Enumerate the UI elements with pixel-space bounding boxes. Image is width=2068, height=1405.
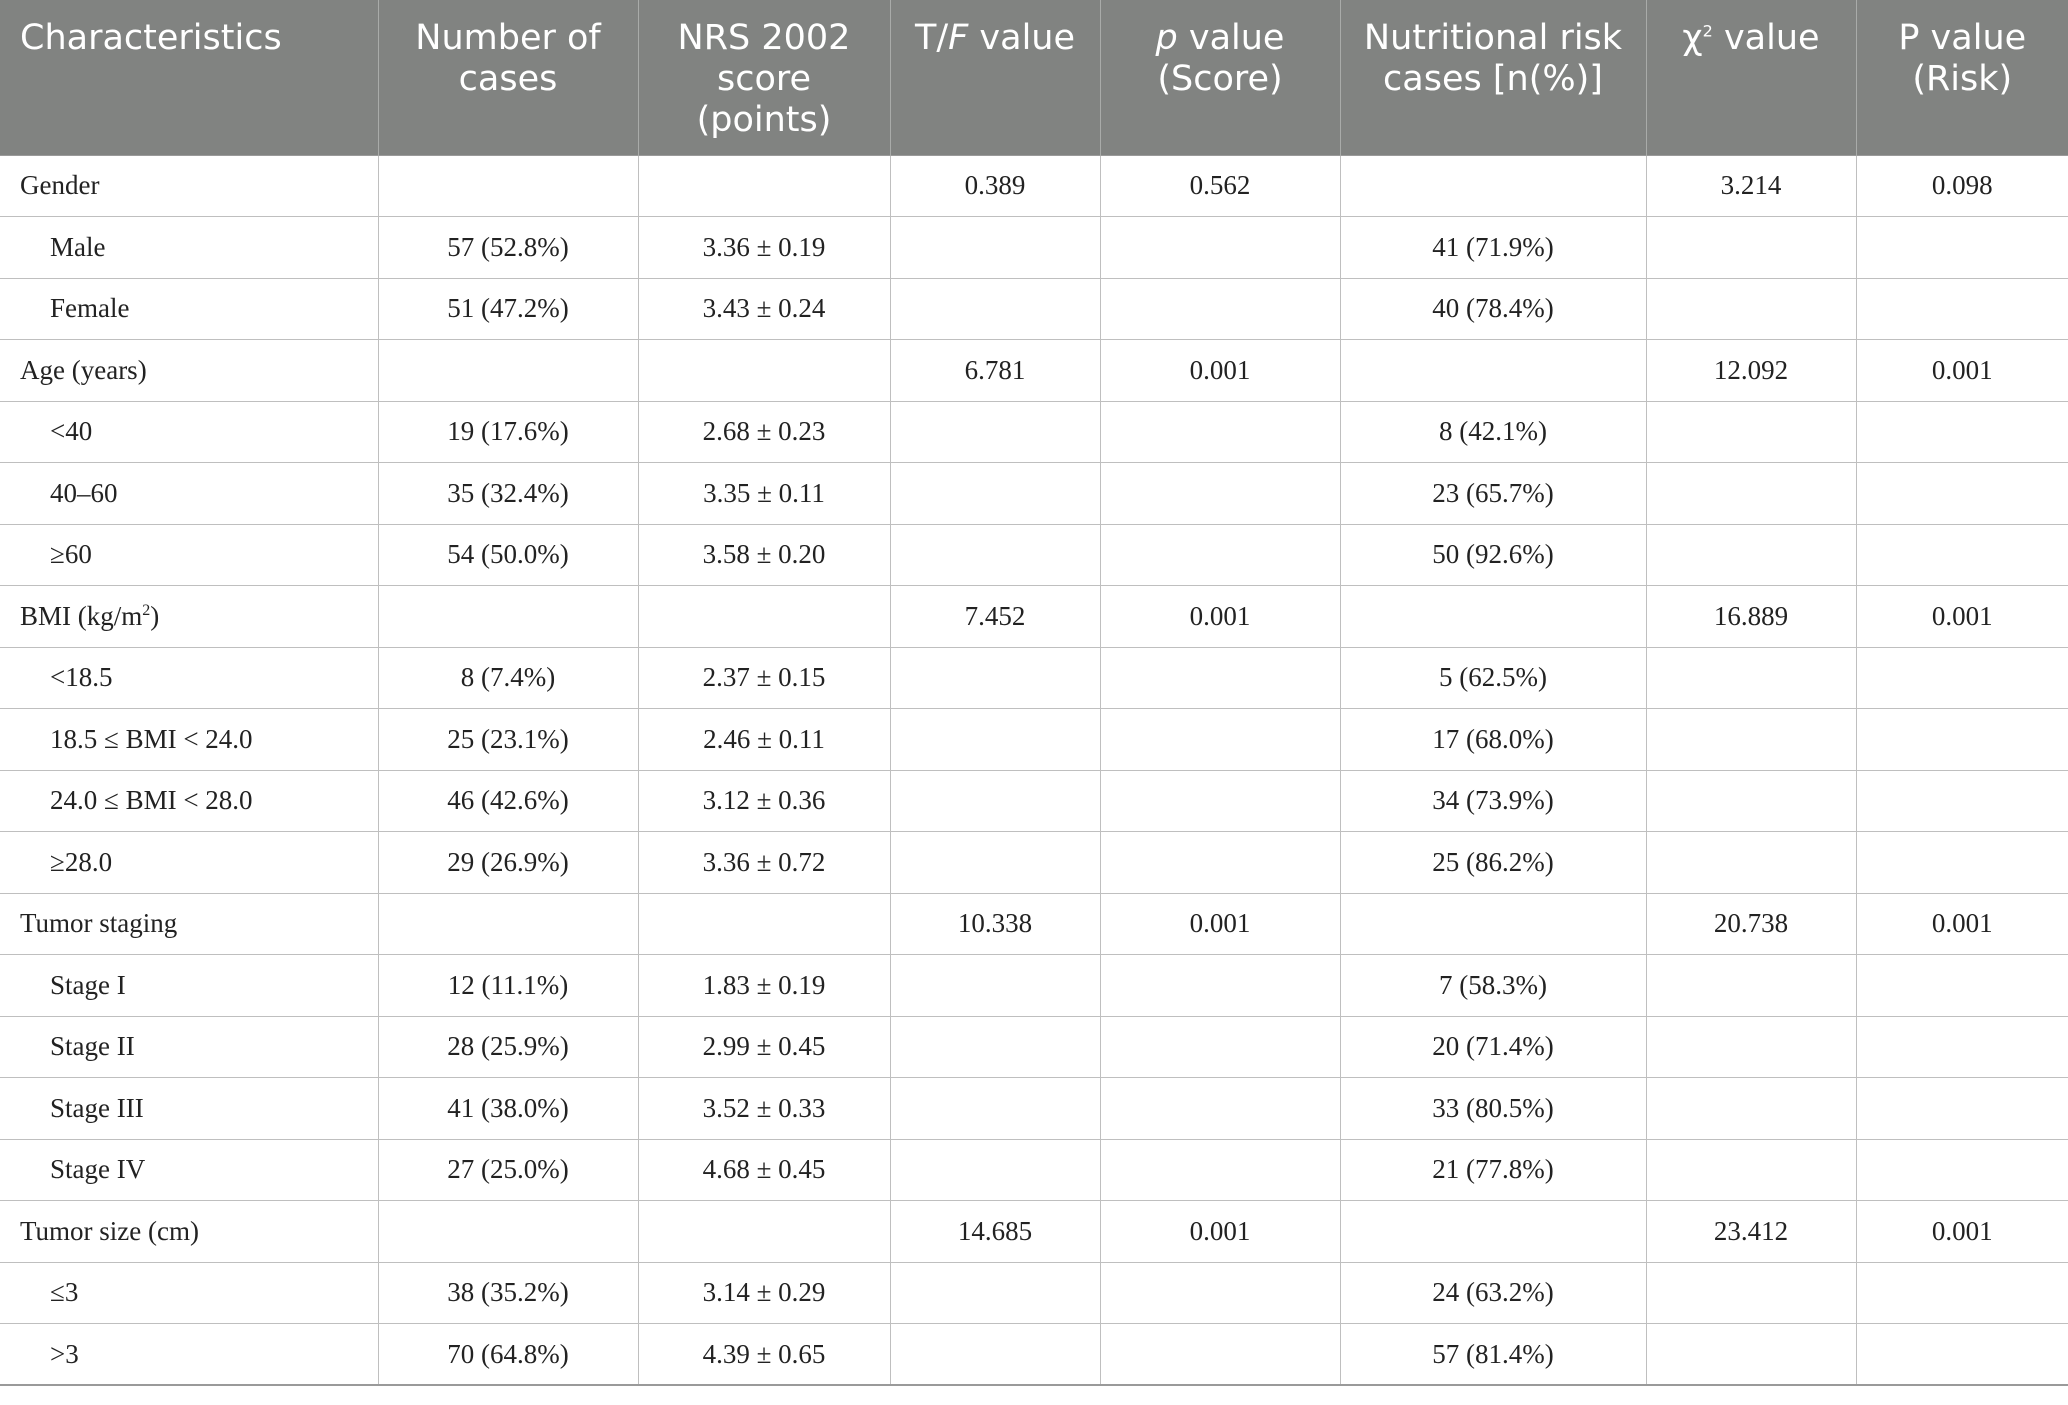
cell-characteristic: 18.5 ≤ BMI < 24.0 [0,709,378,771]
cell-nutritional-risk: 57 (81.4%) [1340,1324,1646,1386]
cell-number-of-cases [378,586,638,648]
cell-chi-square: 16.889 [1646,586,1856,648]
cell-p-value-score: 0.001 [1100,586,1340,648]
header-p-value-score-line2: (Score) [1157,59,1283,99]
table-row [0,155,2068,217]
cell-p-value-score [1100,278,1340,340]
cell-tf-value [890,770,1100,832]
cell-nrs-score: 3.14 ± 0.29 [638,1262,890,1324]
cell-nutritional-risk: 50 (92.6%) [1340,524,1646,586]
header-chi-rest: value [1712,18,1820,58]
cell-chi-square [1646,401,1856,463]
table-row [0,586,2068,648]
cell-chi-square [1646,647,1856,709]
header-chi-square-line1 [1661,18,1842,59]
cell-characteristic: Female [0,278,378,340]
cell-characteristic: Tumor staging [0,893,378,955]
cell-p-value-risk [1856,524,2068,586]
cell-nutritional-risk [1340,1201,1646,1263]
cell-characteristic: >3 [0,1324,378,1386]
cell-p-value-score [1100,647,1340,709]
cell-p-value-risk: 0.001 [1856,586,2068,648]
cell-nrs-score [638,586,890,648]
table-row [0,463,2068,525]
cell-tf-value [890,217,1100,279]
table-row [0,1262,2068,1324]
cell-p-value-score [1100,955,1340,1017]
cell-chi-square: 23.412 [1646,1201,1856,1263]
header-risk-cases-line2: cases [n(%)] [1383,59,1603,99]
cell-chi-square [1646,1262,1856,1324]
cell-p-value-score: 0.001 [1100,893,1340,955]
cell-p-value-risk [1856,1262,2068,1324]
cell-nutritional-risk: 17 (68.0%) [1340,709,1646,771]
cell-tf-value [890,832,1100,894]
cell-tf-value: 14.685 [890,1201,1100,1263]
cell-p-value-risk [1856,401,2068,463]
header-nrs-score [638,0,890,155]
header-p-score-rest: value [1177,18,1285,58]
cell-nrs-score: 3.52 ± 0.33 [638,1078,890,1140]
cell-p-value-risk [1856,463,2068,525]
cell-number-of-cases: 12 (11.1%) [378,955,638,1017]
cell-nutritional-risk: 7 (58.3%) [1340,955,1646,1017]
table-row [0,278,2068,340]
header-p-value-score [1100,0,1340,155]
cell-tf-value [890,1078,1100,1140]
cell-number-of-cases: 46 (42.6%) [378,770,638,832]
cell-chi-square [1646,217,1856,279]
cell-p-value-score [1100,463,1340,525]
cell-p-value-score [1100,1324,1340,1386]
cell-tf-value [890,401,1100,463]
header-p-value-score-line1 [1115,18,1326,59]
cell-tf-value [890,1139,1100,1201]
cell-p-value-risk [1856,278,2068,340]
header-p-value-risk [1856,0,2068,155]
cell-characteristic: Age (years) [0,340,378,402]
cell-p-value-score [1100,770,1340,832]
table-row [0,217,2068,279]
cell-nutritional-risk [1340,893,1646,955]
cell-p-value-score [1100,401,1340,463]
cell-chi-square [1646,1139,1856,1201]
cell-chi-square [1646,832,1856,894]
cell-p-value-risk [1856,647,2068,709]
cell-chi-square [1646,1078,1856,1140]
header-row [0,0,2068,155]
cell-nrs-score: 3.36 ± 0.72 [638,832,890,894]
cell-chi-square: 20.738 [1646,893,1856,955]
table-row [0,401,2068,463]
cell-p-value-risk [1856,770,2068,832]
cell-nutritional-risk: 23 (65.7%) [1340,463,1646,525]
cell-tf-value [890,524,1100,586]
cell-number-of-cases: 51 (47.2%) [378,278,638,340]
header-tf-t: T/ [914,18,949,58]
cell-characteristic: Stage II [0,1016,378,1078]
cell-tf-value: 7.452 [890,586,1100,648]
cell-characteristic: 24.0 ≤ BMI < 28.0 [0,770,378,832]
cell-tf-value [890,1324,1100,1386]
cell-chi-square: 12.092 [1646,340,1856,402]
cell-p-value-risk: 0.001 [1856,340,2068,402]
cell-characteristic: 40–60 [0,463,378,525]
cell-p-value-score: 0.001 [1100,340,1340,402]
cell-number-of-cases: 19 (17.6%) [378,401,638,463]
header-tf-f: F [948,18,969,58]
cell-nrs-score: 3.12 ± 0.36 [638,770,890,832]
cell-characteristic: Tumor size (cm) [0,1201,378,1263]
cell-characteristic: Stage III [0,1078,378,1140]
cell-p-value-risk [1856,709,2068,771]
cell-number-of-cases: 70 (64.8%) [378,1324,638,1386]
cell-characteristic: Gender [0,155,378,217]
cell-characteristic: Stage I [0,955,378,1017]
cell-number-of-cases [378,155,638,217]
cell-nutritional-risk: 8 (42.1%) [1340,401,1646,463]
cell-characteristic: ≥28.0 [0,832,378,894]
cell-nrs-score: 3.36 ± 0.19 [638,217,890,279]
cell-tf-value [890,1262,1100,1324]
header-number-of-cases-line2: cases [458,59,558,99]
header-nrs-score-line3: (points) [696,100,832,140]
cell-number-of-cases: 38 (35.2%) [378,1262,638,1324]
cell-chi-square [1646,463,1856,525]
header-characteristics-text: Characteristics [20,18,282,58]
cell-characteristic: Stage IV [0,1139,378,1201]
cell-nrs-score [638,155,890,217]
cell-number-of-cases [378,1201,638,1263]
cell-number-of-cases [378,893,638,955]
cell-chi-square [1646,1324,1856,1386]
cell-nrs-score: 1.83 ± 0.19 [638,955,890,1017]
cell-characteristic: <18.5 [0,647,378,709]
cell-nrs-score: 3.58 ± 0.20 [638,524,890,586]
cell-chi-square: 3.214 [1646,155,1856,217]
header-chi-symbol: χ [1682,18,1703,58]
cell-chi-square [1646,709,1856,771]
table-row [0,1139,2068,1201]
cell-p-value-risk [1856,1139,2068,1201]
cell-number-of-cases: 41 (38.0%) [378,1078,638,1140]
cell-p-value-risk: 0.001 [1856,1201,2068,1263]
table-row [0,1201,2068,1263]
cell-nrs-score: 3.43 ± 0.24 [638,278,890,340]
cell-nutritional-risk: 34 (73.9%) [1340,770,1646,832]
header-characteristics [0,0,378,155]
cell-chi-square [1646,524,1856,586]
header-tf-value [890,0,1100,155]
table-row [0,340,2068,402]
cell-nrs-score: 2.37 ± 0.15 [638,647,890,709]
cell-nutritional-risk: 24 (63.2%) [1340,1262,1646,1324]
cell-p-value-score [1100,1078,1340,1140]
cell-p-value-score [1100,217,1340,279]
cell-label-text: BMI (kg/m [20,600,143,631]
header-number-of-cases-line1: Number of [415,18,601,58]
table-row [0,1016,2068,1078]
table-row [0,709,2068,771]
header-nutritional-risk-cases [1340,0,1646,155]
table-row [0,524,2068,586]
header-chi-sup: 2 [1702,21,1713,41]
cell-p-value-risk [1856,1324,2068,1386]
cell-chi-square [1646,278,1856,340]
cell-tf-value: 6.781 [890,340,1100,402]
header-number-of-cases [378,0,638,155]
cell-p-value-risk [1856,832,2068,894]
table-row [0,955,2068,1017]
cell-nutritional-risk: 20 (71.4%) [1340,1016,1646,1078]
table-row [0,1324,2068,1386]
table-row [0,832,2068,894]
cell-nutritional-risk: 25 (86.2%) [1340,832,1646,894]
cell-number-of-cases: 28 (25.9%) [378,1016,638,1078]
cell-chi-square [1646,1016,1856,1078]
cell-p-value-risk [1856,955,2068,1017]
cell-tf-value [890,647,1100,709]
cell-nutritional-risk: 5 (62.5%) [1340,647,1646,709]
cell-nutritional-risk [1340,155,1646,217]
table-row [0,1078,2068,1140]
cell-nrs-score [638,893,890,955]
cell-nrs-score: 2.99 ± 0.45 [638,1016,890,1078]
cell-number-of-cases: 25 (23.1%) [378,709,638,771]
cell-p-value-risk: 0.098 [1856,155,2068,217]
cell-nrs-score: 3.35 ± 0.11 [638,463,890,525]
header-p-value-risk-line2: (Risk) [1912,59,2013,99]
cell-tf-value [890,278,1100,340]
header-risk-cases-line1: Nutritional risk [1363,18,1623,58]
cell-p-value-score [1100,1016,1340,1078]
cell-nrs-score [638,1201,890,1263]
cell-p-value-score [1100,832,1340,894]
header-p-score-p: p [1155,18,1178,58]
cell-nutritional-risk [1340,586,1646,648]
cell-characteristic: Male [0,217,378,279]
cell-characteristic: ≥60 [0,524,378,586]
cell-nutritional-risk [1340,340,1646,402]
header-nrs-score-line1: NRS 2002 [677,18,851,58]
cell-number-of-cases: 8 (7.4%) [378,647,638,709]
table-row [0,770,2068,832]
cell-tf-value [890,955,1100,1017]
table-row [0,647,2068,709]
header-tf-value-line1 [905,18,1086,59]
cell-nutritional-risk: 40 (78.4%) [1340,278,1646,340]
cell-tf-value: 0.389 [890,155,1100,217]
cell-tf-value [890,1016,1100,1078]
cell-label-tail: ) [150,600,160,631]
table-body [0,155,2068,1385]
cell-tf-value [890,463,1100,525]
cell-number-of-cases: 29 (26.9%) [378,832,638,894]
cell-label-superscript: 2 [142,601,151,619]
table-row [0,893,2068,955]
cell-nrs-score: 2.68 ± 0.23 [638,401,890,463]
cell-nutritional-risk: 41 (71.9%) [1340,217,1646,279]
header-chi-square-value [1646,0,1856,155]
cell-p-value-risk: 0.001 [1856,893,2068,955]
cell-nrs-score [638,340,890,402]
cell-p-value-score: 0.562 [1100,155,1340,217]
cell-chi-square [1646,770,1856,832]
cell-p-value-score [1100,1262,1340,1324]
cell-p-value-score: 0.001 [1100,1201,1340,1263]
cell-p-value-risk [1856,1078,2068,1140]
cell-tf-value [890,709,1100,771]
cell-p-value-score [1100,524,1340,586]
header-p-value-risk-line1: P value [1898,18,2027,58]
cell-nutritional-risk: 21 (77.8%) [1340,1139,1646,1201]
cell-p-value-risk [1856,1016,2068,1078]
cell-characteristic: <40 [0,401,378,463]
cell-nrs-score: 4.39 ± 0.65 [638,1324,890,1386]
header-nrs-score-line2: score [716,59,812,99]
cell-p-value-risk [1856,217,2068,279]
cell-nrs-score: 4.68 ± 0.45 [638,1139,890,1201]
cell-nutritional-risk: 33 (80.5%) [1340,1078,1646,1140]
cell-number-of-cases: 27 (25.0%) [378,1139,638,1201]
cell-nrs-score: 2.46 ± 0.11 [638,709,890,771]
cell-number-of-cases: 54 (50.0%) [378,524,638,586]
cell-tf-value: 10.338 [890,893,1100,955]
cell-characteristic: ≤3 [0,1262,378,1324]
cell-number-of-cases: 35 (32.4%) [378,463,638,525]
cell-number-of-cases [378,340,638,402]
header-tf-rest: value [968,18,1076,58]
cell-number-of-cases: 57 (52.8%) [378,217,638,279]
cell-characteristic [0,586,378,648]
table-header [0,0,2068,155]
cell-p-value-score [1100,709,1340,771]
cell-chi-square [1646,955,1856,1017]
cell-p-value-score [1100,1139,1340,1201]
